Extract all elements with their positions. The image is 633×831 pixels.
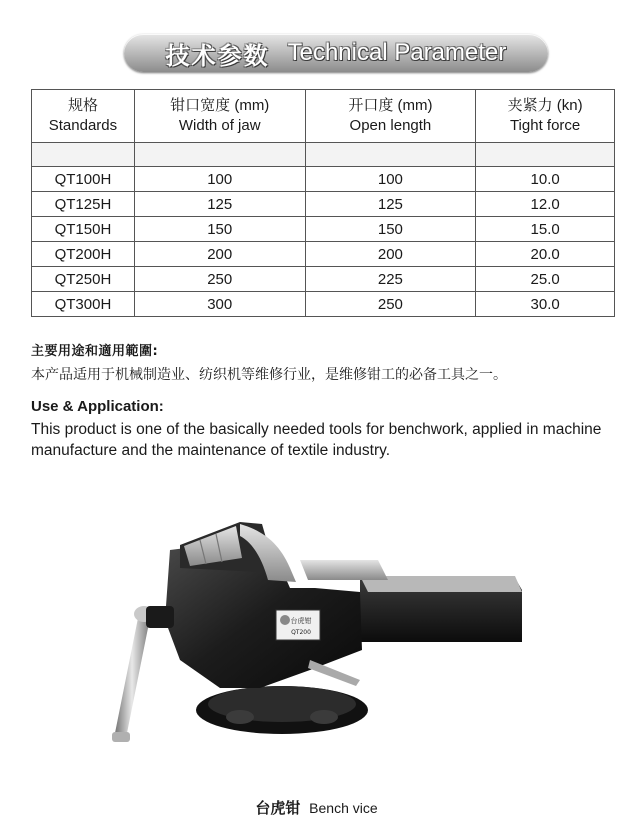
header-open-length [305,90,476,143]
cell-jaw-width: 100 [134,167,305,192]
cell-jaw-width: 200 [134,242,305,267]
table-row [32,292,615,317]
title-banner [124,34,548,72]
cell-standard: QT150H [32,217,135,242]
header-en: Open length [349,117,432,134]
cell-standard: QT125H [32,192,135,217]
header-en: Tight force [509,117,581,134]
cell-tight-force: 12.0 [476,192,615,217]
table-row [32,267,615,292]
application-body-en: This product is one of the basically needed tools for benchwork, applied in machine manufacture and the maintenance of textile industry. [31,421,602,459]
nameplate-label: 台虎钳 [290,617,312,625]
cell-tight-force: 10.0 [476,167,615,192]
table-row [32,192,615,217]
title-zh: 技术参数 [165,41,270,70]
application-title-en: Use & Application: [31,398,164,415]
header-en: Width of jaw [178,117,261,134]
cell-tight-force: 15.0 [476,217,615,242]
header-zh: 钳口宽度 (mm) [170,97,270,114]
nameplate-model: QT200 [291,629,311,636]
cell-tight-force: 20.0 [476,242,615,267]
header-jaw-width [134,90,305,143]
cell-tight-force: 25.0 [476,267,615,292]
table-row [32,167,615,192]
cell-standard: QT200H [32,242,135,267]
table-row [32,242,615,267]
title-en: Technical Parameter [287,39,507,66]
cell-jaw-width: 250 [134,267,305,292]
table-row [32,217,615,242]
table-header-row [32,90,615,143]
header-zh: 夹紧力 (kn) [507,97,583,114]
cell-open-length: 150 [305,217,476,242]
parameter-table [31,89,615,317]
header-standards [32,90,135,143]
caption-zh: 台虎钳 [255,799,301,817]
image-caption [0,797,633,818]
cell-open-length: 100 [305,167,476,192]
cell-standard: QT100H [32,167,135,192]
cell-open-length: 225 [305,267,476,292]
bench-vice-image [110,510,530,750]
header-tight-force [476,90,615,143]
caption-en: Bench vice [309,800,378,816]
cell-standard: QT300H [32,292,135,317]
header-zh: 开口度 (mm) [348,97,433,114]
application-body-zh: 本产品适用于机械制造业、纺织机等维修行业，是维修钳工的必备工具之一。 [31,367,507,383]
cell-tight-force: 30.0 [476,292,615,317]
header-zh: 规格 [67,97,98,114]
header-en: Standards [48,117,118,134]
table-spacer-row [32,143,615,167]
cell-jaw-width: 150 [134,217,305,242]
cell-jaw-width: 125 [134,192,305,217]
application-title-zh: 主要用途和適用範圍: [31,344,159,359]
cell-open-length: 125 [305,192,476,217]
cell-jaw-width: 300 [134,292,305,317]
cell-open-length: 200 [305,242,476,267]
cell-open-length: 250 [305,292,476,317]
cell-standard: QT250H [32,267,135,292]
